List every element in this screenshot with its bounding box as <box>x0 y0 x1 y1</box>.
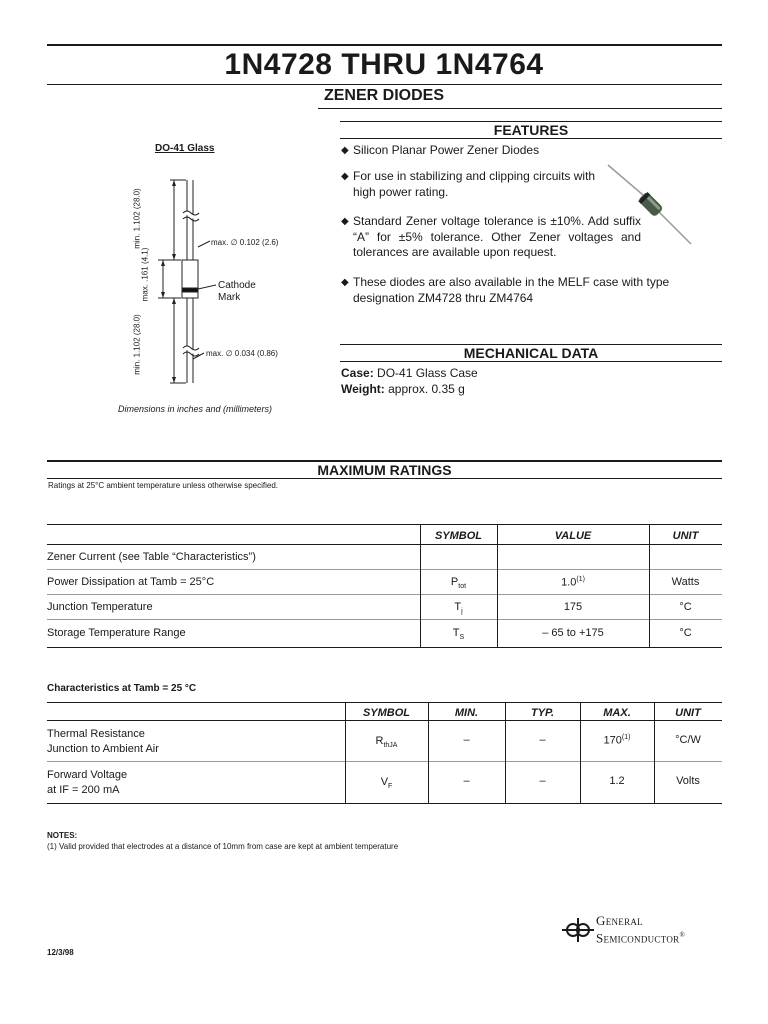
feature-text: Standard Zener voltage tolerance is ±10%. Add suffix “A” for ±5% tolerance. Other Zener voltages and tolerances are available upon request. <box>353 214 641 259</box>
weight-value: approx. 0.35 g <box>388 382 465 396</box>
char-header-max: MAX. <box>603 707 631 719</box>
feature-text: These diodes are also available in the MELF case with type designation ZM4728 thru ZM4764 <box>353 275 670 305</box>
diameter-icon: ∅ <box>230 238 238 247</box>
table-rule <box>47 594 722 595</box>
char-header-typ: TYP. <box>530 707 555 719</box>
features-title: FEATURES <box>493 122 569 138</box>
table-rule <box>47 619 722 620</box>
symbol-main: R <box>375 735 384 747</box>
ratings-note: Ratings at 25°C ambient temperature unless otherwise specified. <box>48 481 278 490</box>
ratings-bottom-rule <box>47 478 722 479</box>
symbol-main: T <box>454 601 462 613</box>
ratings-header-value: VALUE <box>554 530 592 542</box>
diamond-bullet-icon: ◆ <box>341 277 349 288</box>
page-title: 1N4728 THRU 1N4764 <box>224 48 544 81</box>
symbol-main: T <box>452 627 460 639</box>
char-header-min: MIN. <box>454 707 479 719</box>
gs-logo-icon <box>562 915 594 945</box>
value-main: 1.0 <box>561 576 577 589</box>
ratings-header-symbol: SYMBOL <box>434 530 483 542</box>
char-row-max: 1.2 <box>609 775 625 787</box>
cathode-label-line2: Mark <box>218 292 241 303</box>
case-label: Case: <box>341 366 374 380</box>
cathode-mark-label <box>218 280 256 304</box>
char-row-symbol <box>345 735 428 749</box>
symbol-sub: F <box>388 783 393 791</box>
mechanical-weight <box>341 382 465 396</box>
ratings-row-param: Zener Current (see Table “Characteristics”) <box>47 551 256 563</box>
char-row-symbol <box>345 776 428 790</box>
table-rule <box>47 524 722 525</box>
dim-body-diameter-value: 0.102 (2.6) <box>239 238 279 247</box>
logo-line1: General <box>596 913 643 928</box>
notes-text: (1) Valid provided that electrodes at a distance of 10mm from case are kept at ambient temperature <box>47 842 399 851</box>
ratings-row-symbol <box>420 576 497 590</box>
mechanical-title: MECHANICAL DATA <box>463 345 599 361</box>
top-rule <box>47 44 722 46</box>
ratings-row-unit: °C <box>679 601 692 613</box>
feature-text: For use in stabilizing and clipping circuits with high power rating. <box>353 169 596 199</box>
dim-lead-length-top: min. 1.102 (28.0) <box>132 188 142 249</box>
max-sup: (1) <box>621 734 631 741</box>
ratings-row-param: Power Dissipation at Tamb = 25°C <box>47 576 215 588</box>
param-line2: at IF = 200 mA <box>47 784 120 796</box>
diamond-bullet-icon: ◆ <box>341 145 349 156</box>
symbol-sub: S <box>459 634 465 642</box>
dimensions-caption: Dimensions in inches and (millimeters) <box>117 404 273 414</box>
cathode-label-line1: Cathode <box>218 280 256 291</box>
dim-lead-diameter-value: 0.034 (0.86) <box>234 349 278 358</box>
table-rule <box>47 761 722 762</box>
param-line1: Thermal Resistance <box>47 728 145 740</box>
dim-body-diameter <box>211 238 278 247</box>
char-header-symbol: SYMBOL <box>362 707 411 719</box>
ratings-row-param: Junction Temperature <box>47 601 153 613</box>
document-date: 12/3/98 <box>47 948 74 957</box>
mechanical-case <box>341 366 478 380</box>
char-row-typ: – <box>539 734 546 746</box>
ratings-row-value: – 65 to +175 <box>542 627 604 639</box>
symbol-sub: thJA <box>383 742 398 750</box>
table-rule <box>47 720 722 721</box>
title-rule <box>47 84 722 85</box>
diamond-bullet-icon: ◆ <box>341 171 349 182</box>
param-line1: Forward Voltage <box>47 769 128 781</box>
logo-text <box>596 913 685 945</box>
char-row-min: – <box>463 775 470 787</box>
char-row-param <box>47 768 127 798</box>
diamond-bullet-icon: ◆ <box>341 216 349 227</box>
diameter-icon: ∅ <box>225 349 233 358</box>
feature-item <box>341 143 601 159</box>
ratings-row-unit: °C <box>679 627 692 639</box>
subtitle-rule <box>318 108 722 109</box>
table-rule <box>47 702 722 703</box>
param-line2: Junction to Ambient Air <box>47 743 159 755</box>
table-rule <box>47 569 722 570</box>
ratings-row-value <box>497 576 649 589</box>
feature-item <box>341 275 701 306</box>
feature-text: Silicon Planar Power Zener Diodes <box>353 143 540 157</box>
package-label: DO-41 Glass <box>155 143 215 154</box>
ratings-row-param: Storage Temperature Range <box>47 627 186 639</box>
dim-lead-length-bottom: min. 1.102 (28.0) <box>132 314 142 375</box>
ratings-row-unit: Watts <box>671 576 700 588</box>
char-row-max <box>580 734 654 747</box>
char-row-unit: Volts <box>676 775 700 787</box>
mechanical-bottom-rule <box>340 361 722 362</box>
ratings-row-symbol <box>420 601 497 615</box>
char-row-typ: – <box>539 775 546 787</box>
feature-item <box>341 214 641 261</box>
ratings-title: MAXIMUM RATINGS <box>317 462 452 478</box>
symbol-sub: tot <box>458 583 467 591</box>
dim-lead-diameter <box>206 349 278 358</box>
char-row-unit: °C/W <box>675 734 701 746</box>
table-rule <box>47 544 722 545</box>
table-rule <box>47 803 722 804</box>
dim-body-diameter-prefix: max. <box>211 238 229 247</box>
characteristics-title: Characteristics at Tamb = 25 °C <box>47 683 197 694</box>
feature-item <box>341 169 609 200</box>
char-row-param <box>47 727 159 757</box>
symbol-sub: j <box>461 608 463 616</box>
dim-body-length: max. .161 (4.1) <box>140 247 150 302</box>
diode-component-image <box>605 160 695 250</box>
ratings-row-value: 175 <box>563 601 583 613</box>
company-logo <box>562 913 722 949</box>
char-header-unit: UNIT <box>675 707 701 719</box>
char-row-min: – <box>463 734 470 746</box>
features-bottom-rule <box>340 138 722 139</box>
logo-line2: Semiconductor <box>596 930 680 946</box>
weight-label: Weight: <box>341 382 385 396</box>
dim-lead-diameter-prefix: max. <box>206 349 224 358</box>
ratings-header-unit: UNIT <box>672 530 699 542</box>
case-value: DO-41 Glass Case <box>377 366 478 380</box>
ratings-row-symbol <box>420 627 497 641</box>
max-main: 170 <box>603 734 622 747</box>
symbol-main: P <box>450 576 459 588</box>
symbol-main: V <box>380 776 389 788</box>
page-subtitle: ZENER DIODES <box>323 87 444 104</box>
table-rule <box>47 647 722 648</box>
registered-mark: ® <box>679 931 686 939</box>
value-sup: (1) <box>576 576 585 583</box>
notes-title: NOTES: <box>47 831 78 840</box>
